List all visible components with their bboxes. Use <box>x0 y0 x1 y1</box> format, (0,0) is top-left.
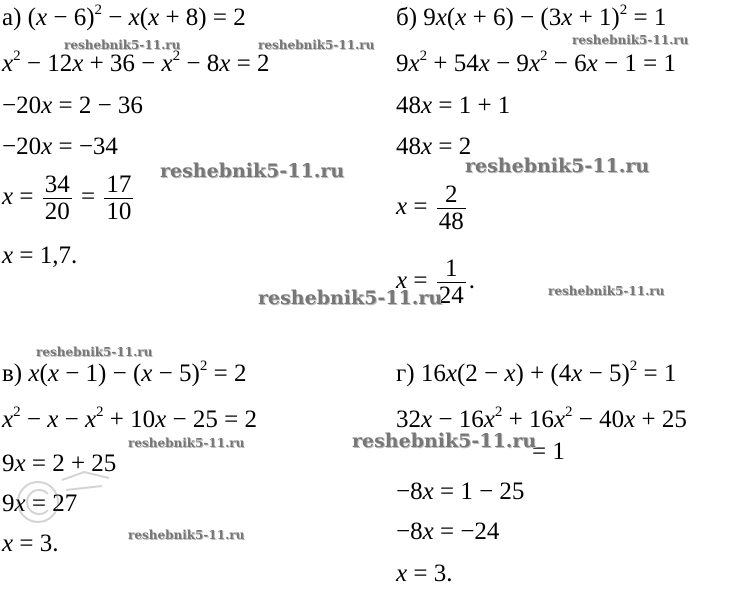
problem-g-heading: г) $16x(2 - x) + (4x - 5)^2 = 1$ <box>396 357 677 387</box>
problem-b-step-4: x = $\frac{2}{48}$ <box>396 181 464 235</box>
problem-a-step-1: $x^2 - 12x + 36 - x^2 - 8x = 2$ <box>2 47 270 77</box>
problem-a-answer: x = 1,7. <box>2 242 78 269</box>
stamp-mark-icon <box>14 450 134 545</box>
watermark: reshebnik5-11.ru <box>160 160 345 182</box>
problem-g-step-1-cont: = 1 <box>532 438 565 465</box>
fraction-17-10: $\frac{17}{10}$ <box>106 171 132 225</box>
problem-v-step-2: 9x = 2 + 25 <box>2 450 117 477</box>
watermark: reshebnik5-11.ru <box>36 345 153 359</box>
watermark: reshebnik5-11.ru <box>258 38 375 52</box>
problem-a-heading: а) $(x - 6)^2 - x(x + 8) = 2$ <box>2 1 246 31</box>
watermark: reshebnik5-11.ru <box>258 287 443 309</box>
problem-g-step-1: $32x - 16x^2 + 16x^2 - 40x + 25$ <box>396 403 687 433</box>
watermark: reshebnik5-11.ru <box>128 436 245 450</box>
problem-a-step-4: x = $\frac{34}{20}$ = $\frac{17}{10}$ <box>2 171 132 225</box>
watermark: reshebnik5-11.ru <box>548 284 665 298</box>
problem-a-step-3: −20x = −34 <box>2 133 118 160</box>
problem-b-heading: б) $9x(x + 6) - (3x + 1)^2 = 1$ <box>396 1 667 31</box>
problem-b-step-3: 48x = 2 <box>396 133 472 160</box>
fraction-1-24: $\frac{1}{24}$ <box>438 255 464 309</box>
problem-a-step-2: −20x = 2 − 36 <box>2 92 143 119</box>
problem-v-step-1: $x^2 - x - x^2 + 10x - 25 = 2$ <box>2 403 257 433</box>
problem-b-step-2: 48x = 1 + 1 <box>396 92 511 119</box>
problem-g-answer: x = 3. <box>396 560 453 587</box>
watermark: reshebnik5-11.ru <box>465 155 650 177</box>
fraction-34-20: $\frac{34}{20}$ <box>44 171 70 225</box>
watermark: reshebnik5-11.ru <box>64 38 181 52</box>
problem-v-heading: в) $x(x - 1) - (x - 5)^2 = 2$ <box>2 357 247 387</box>
watermark: reshebnik5-11.ru <box>128 528 245 542</box>
problem-b-step-1: $9x^2 + 54x - 9x^2 - 6x - 1 = 1$ <box>396 47 676 77</box>
problem-g-step-2: −8x = 1 − 25 <box>396 478 525 505</box>
watermark: reshebnik5-11.ru <box>572 33 689 47</box>
problem-g-step-3: −8x = −24 <box>396 518 500 545</box>
fraction-2-48: $\frac{2}{48}$ <box>438 181 464 235</box>
problem-v-answer: x = 3. <box>2 530 59 557</box>
watermark: reshebnik5-11.ru <box>352 430 537 452</box>
problem-v-step-3: 9x = 27 <box>2 490 78 517</box>
problem-b-answer: x = $\frac{1}{24}$ . <box>396 255 475 309</box>
